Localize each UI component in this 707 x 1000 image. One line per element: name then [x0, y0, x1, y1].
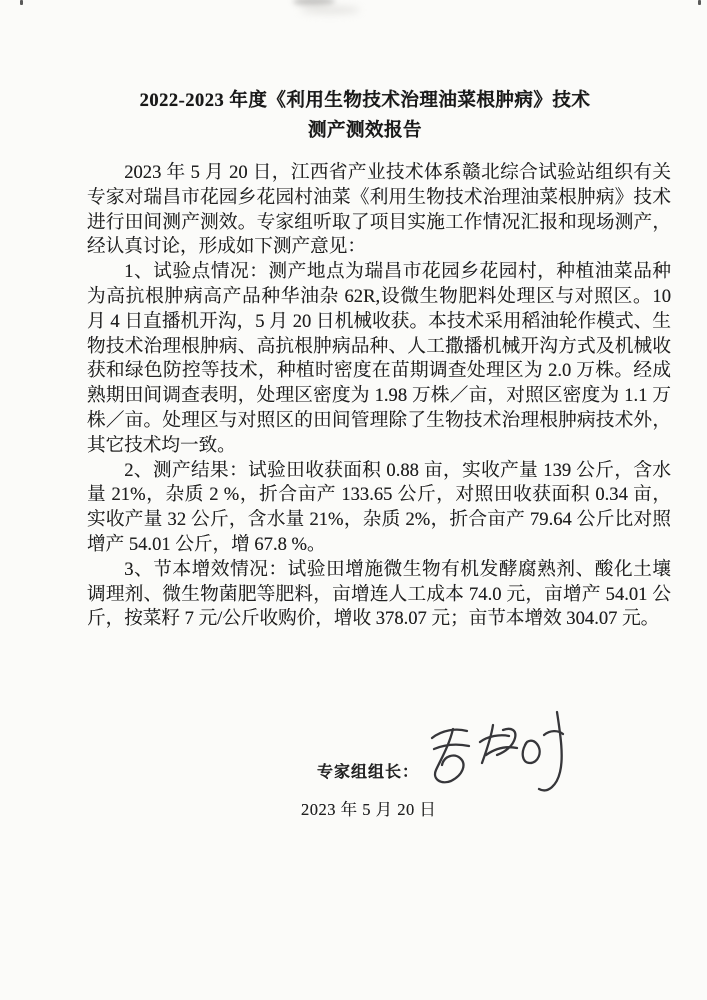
report-body: [87, 161, 671, 632]
handwritten-signature: [426, 704, 568, 798]
scan-artifact-smudge-light: [300, 6, 360, 14]
report-title: [30, 86, 700, 146]
signature-label: 专家组组长：: [317, 764, 420, 781]
paragraph-yield-results: 2、测产结果：试验田收获面积 0.88 亩，实收产量 139 公斤，含水量 21%，杂质 2 %，折合亩产 133.65 公斤，对照田收获面积 0.34 亩，实收产量 32 公斤，含水量 21%，杂质 2%，折合亩产 79.64 公斤比对照增产 54.01 公斤，增 67.8 %。: [87, 459, 671, 555]
paragraph-cost-benefit: 3、节本增效情况：试验田增施微生物有机发酵腐熟剂、酸化土壤调理剂、微生物菌肥等肥料，亩增连人工成本 74.0 元，亩增产 54.01 公斤，按菜籽 7 元/公斤收购价，增收 378.07 元；亩节本增效 304.07 元。: [87, 558, 671, 630]
report-title-line1: 2022-2023 年度《利用生物技术治理油菜根肿病》技术: [139, 91, 591, 111]
report-date: 2023 年 5 月 20 日: [301, 800, 437, 819]
report-title-line2: 测产测效报告: [307, 121, 422, 141]
paragraph-intro: 2023 年 5 月 20 日，江西省产业技术体系赣北综合试验站组织有关专家对瑞昌市花园乡花园村油菜《利用生物技术治理油菜根肿病》技术进行田间测产测效。专家组听取了项目实施工作情况汇报和现场测产，经认真讨论，形成如下测产意见：: [87, 162, 671, 258]
scan-artifact-tick-left: [20, 0, 23, 5]
scan-artifact-tick-right: [698, 0, 701, 5]
paragraph-test-site-overview: 1、试验点情况：测产地点为瑞昌市花园乡花园村，种植油菜品种为高抗根肿病高产品种华油杂 62R,设微生物肥料处理区与对照区。10 月 4 日直播机开沟，5 月 20 日机械收获。本技术采用稻油轮作模式、生物技术治理根肿病、高抗根肿病品种、人工撒播机械开沟方式及机械收获和绿色防控等技术，种植时密度在苗期调查处理区为 2.0 万株。经成熟期田间调查表明，处理区密度为 1.98 万株／亩，对照区密度为 1.1 万株／亩。处理区与对照区的田间管理除了生物技术治理根肿病技术外，其它技术均一致。: [87, 261, 671, 456]
